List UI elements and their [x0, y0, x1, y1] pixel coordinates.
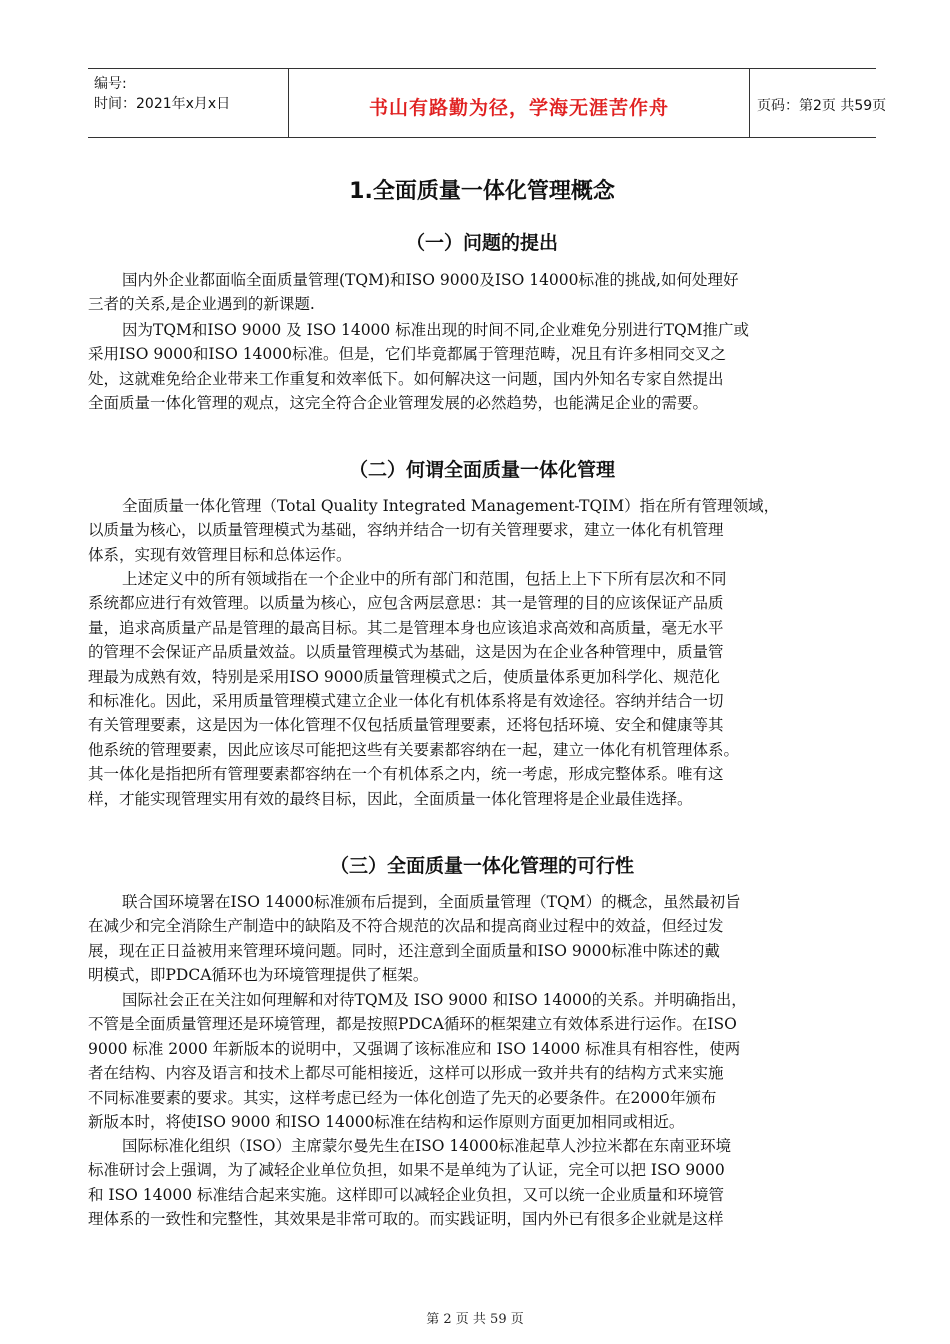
section-heading: （一）问题的提出 [405, 232, 558, 254]
paragraph-line: 标准研讨会上强调，为了减轻企业单位负担，如果不是单纯为了认证，完全可以把 ISO 9000 [88, 1161, 725, 1180]
page-footer-number: 第 2 页 共 59 页 [426, 1312, 524, 1327]
paragraph-line: 量，追求高质量产品是管理的最高目标。其二是管理本身也应该追求高效和高质量，毫无水平 [88, 618, 724, 637]
paragraph-line: 9000 标准 2000 年新版本的说明中，又强调了该标准应和 ISO 14000 标准具有相容性，使两 [88, 1039, 741, 1058]
paragraph [88, 494, 876, 567]
paragraph-line: 样，才能实现管理实用有效的最终目标，因此，全面质量一体化管理将是企业最佳选择。 [88, 789, 693, 808]
document-title: 1.全面质量一体化管理概念 [349, 179, 615, 204]
paragraph [88, 318, 876, 416]
paragraph-line: 不管是全面质量管理还是环境管理，都是按照PDCA循环的框架建立有效体系进行运作。在ISO [88, 1015, 737, 1034]
paragraph-line: 他系统的管理要素，因此应该尽可能把这些有关要素都容纳在一起，建立一体化有机管理体系。 [88, 740, 740, 759]
paragraph-line: 和标准化。因此，采用质量管理模式建立企业一体化有机体系将是有效途径。容纳并结合一切 [88, 691, 724, 710]
header-motto-cell [288, 69, 750, 137]
paragraph-line: 理体系的一致性和完整性，其效果是非常可取的。而实践证明，国内外已有很多企业就是这样 [88, 1210, 724, 1229]
paragraph [88, 1134, 876, 1232]
paragraph [88, 890, 876, 988]
paragraph-line: 以质量为核心，以质量管理模式为基础，容纳并结合一切有关管理要求，建立一体化有机管理 [88, 521, 724, 540]
paragraph-line: 国际标准化组织（ISO）主席蒙尔曼先生在ISO 14000标准起草人沙拉米都在东南亚环境 [122, 1137, 732, 1155]
paragraph-line: 系统都应进行有效管理。以质量为核心，应包含两层意思：其一是管理的目的应该保证产品质 [88, 594, 724, 613]
paragraph [88, 988, 876, 1134]
header-meta-cell [88, 69, 288, 137]
paragraph-line: 不同标准要素的要求。其实，这样考虑已经为一体化创造了先天的必要条件。在2000年颁布 [88, 1088, 717, 1107]
paragraph-line: 处，这就难免给企业带来工作重复和效率低下。如何解决这一问题，国内外知名专家自然提出 [88, 369, 724, 388]
paragraph-line: 国内外企业都面临全面质量管理(TQM)和ISO 9000及ISO 14000标准的挑战,如何处理好 [122, 271, 739, 289]
section-heading: （二）何谓全面质量一体化管理 [348, 459, 615, 481]
paragraph-line: 的管理不会保证产品质量效益。以质量管理模式为基础，这是因为在企业各种管理中，质量管 [88, 643, 724, 662]
paragraph [88, 567, 876, 811]
paragraph-line: 联合国环境署在ISO 14000标准颁布后提到，全面质量管理（TQM）的概念，虽然最初旨 [122, 893, 741, 911]
paragraph-line: 展，现在正日益被用来管理环境问题。同时，还注意到全面质量和ISO 9000标准中陈述的戴 [88, 941, 720, 960]
paragraph-line: 明模式，即PDCA循环也为环境管理提供了框架。 [88, 966, 429, 985]
paragraph-line: 体系，实现有效管理目标和总体运作。 [88, 545, 352, 564]
paragraph-line: 采用ISO 9000和ISO 14000标准。但是，它们毕竟都属于管理范畴，况且有许多相同交叉之 [88, 345, 727, 364]
paragraph-line: 在减少和完全消除生产制造中的缺陷及不符合规范的次品和提高商业过程中的效益，但经过发 [88, 917, 724, 936]
paragraph-line: 者在结构、内容及语言和技术上都尽可能相接近，这样可以形成一致并共有的结构方式来实施 [88, 1064, 724, 1083]
paragraph-line: 有关管理要素，这是因为一体化管理不仅包括质量管理要素，还将包括环境、安全和健康等其 [88, 716, 724, 735]
paragraph-line: 全面质量一体化管理（Total Quality Integrated Management-TQIM）指在所有管理领域， [122, 497, 780, 515]
paragraph-line: 新版本时，将使ISO 9000 和ISO 14000标准在结构和运作原则方面更加相同或相近。 [88, 1112, 685, 1131]
header-page-label: 页码：第2页 共59页 [757, 98, 887, 114]
paragraph [88, 268, 876, 317]
section-heading: （三）全面质量一体化管理的可行性 [329, 855, 634, 877]
paragraph-line: 全面质量一体化管理的观点，这完全符合企业管理发展的必然趋势，也能满足企业的需要。 [88, 394, 709, 413]
paragraph-line: 理最为成熟有效，特别是采用ISO 9000质量管理模式之后，使质量体系更加科学化、规范化 [88, 667, 720, 686]
paragraph-line: 三者的关系,是企业遇到的新课题. [88, 295, 315, 314]
paragraph-line: 上述定义中的所有领域指在一个企业中的所有部门和范围，包括上上下下所有层次和不同 [122, 570, 727, 588]
paragraph-line: 其一体化是指把所有管理要素都容纳在一个有机体系之内，统一考虑，形成完整体系。唯有这 [88, 765, 724, 784]
page-header [88, 68, 887, 138]
paragraph-line: 和 ISO 14000 标准结合起来实施。这样即可以减轻企业负担，又可以统一企业质量和环境管 [88, 1185, 725, 1204]
header-page-cell [749, 69, 887, 137]
document-number-label: 编号: [94, 76, 127, 92]
paragraph-line: 因为TQM和ISO 9000 及 ISO 14000 标准出现的时间不同,企业难免分别进行TQM推广或 [122, 321, 750, 339]
paragraph-line: 国际社会正在关注如何理解和对待TQM及 ISO 9000 和ISO 14000的关系。并明确指出， [122, 991, 747, 1009]
header-motto: 书山有路勤为径，学海无涯苦作舟 [368, 97, 669, 119]
document-time-label: 时间：2021年x月x日 [94, 96, 231, 112]
